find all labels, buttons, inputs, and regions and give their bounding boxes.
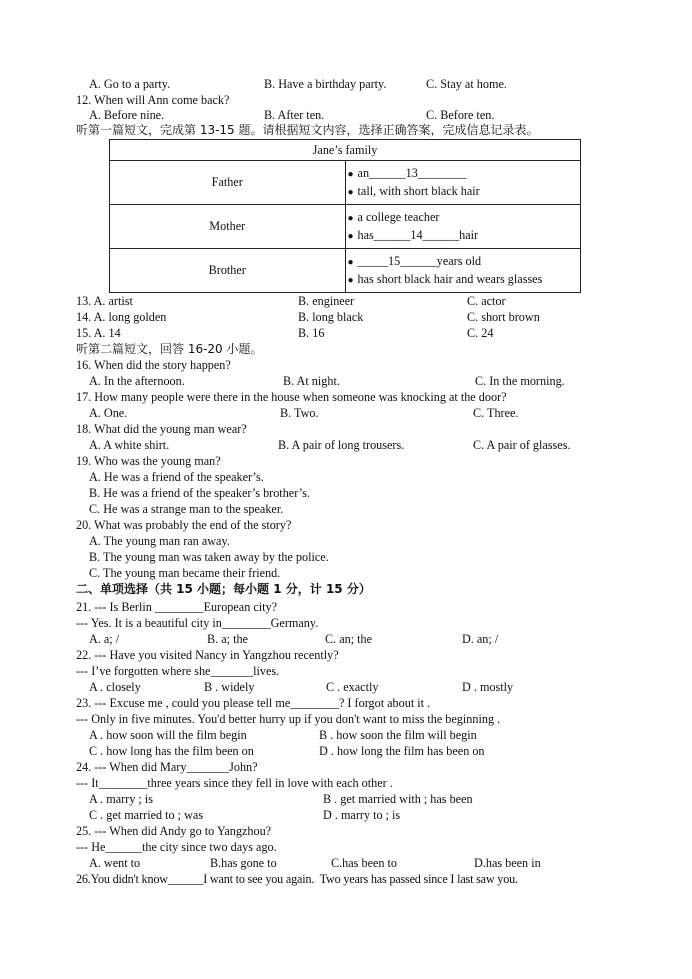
option-b: B. After ten.: [264, 108, 325, 122]
question-19: 19. Who was the young man?: [76, 454, 221, 468]
option-b: B. a; the: [207, 632, 248, 646]
option-b: B . widely: [204, 680, 255, 694]
bullet-icon: ●: [347, 168, 354, 180]
question-23-reply: --- Only in five minutes. You'd better hurry up if you don't want to miss the beginning .: [76, 712, 501, 726]
option-a: 15. A. 14: [76, 326, 121, 340]
option-a: A . how soon will the film begin: [89, 728, 247, 742]
option-a: A. a; /: [89, 632, 120, 646]
row-details: [345, 205, 581, 249]
option-c: C. actor: [467, 294, 506, 308]
question-23: 23. --- Excuse me , could you please tell me________? I forgot about it .: [76, 696, 431, 710]
option-a: A . closely: [89, 680, 141, 694]
row-label: Mother: [110, 205, 346, 249]
option-b: B. engineer: [298, 294, 355, 308]
option-b: B. long black: [298, 310, 364, 324]
option-d: D . mostly: [462, 680, 514, 694]
section-2-title: 二、单项选择（共 15 小题；每小题 1 分，计 15 分）: [76, 582, 371, 596]
question-22: 22. --- Have you visited Nancy in Yangzhou recently?: [76, 648, 339, 662]
question-20: 20. What was probably the end of the story?: [76, 518, 292, 532]
row-label: Father: [110, 161, 346, 205]
option-d: D.has been in: [474, 856, 541, 870]
detail-line: tall, with short black hair: [357, 183, 480, 198]
option-c: C. In the morning.: [475, 374, 565, 388]
option-c: C. The young man became their friend.: [89, 566, 281, 580]
option-c: C. short brown: [467, 310, 540, 324]
table-title: Jane’s family: [110, 140, 581, 161]
option-c: C. He was a strange man to the speaker.: [89, 502, 284, 516]
table-row: [110, 205, 581, 249]
option-c: C.has been to: [331, 856, 398, 870]
row-details: [345, 161, 581, 205]
option-b: B. At night.: [283, 374, 340, 388]
question-24: 24. --- When did Mary_______John?: [76, 760, 258, 774]
detail-line: an______13________: [357, 165, 467, 180]
option-a: A. In the afternoon.: [89, 374, 185, 388]
option-a: A. He was a friend of the speaker’s.: [89, 470, 264, 484]
option-b: B. Two.: [280, 406, 319, 420]
section-note-2: 听第二篇短文，回答 16-20 小题。: [76, 342, 263, 356]
option-b: B. A pair of long trousers.: [278, 438, 405, 452]
table-row: [110, 249, 581, 293]
detail-line: a college teacher: [357, 209, 440, 224]
option-a: A. One.: [89, 406, 128, 420]
table-row: [110, 161, 581, 205]
option-c: C. an; the: [325, 632, 373, 646]
family-info-table: [109, 139, 581, 293]
option-b: B.has gone to: [210, 856, 277, 870]
option-a: 13. A. artist: [76, 294, 133, 308]
option-c: C. Stay at home.: [426, 77, 507, 91]
bullet-icon: ●: [347, 274, 354, 286]
bullet-icon: ●: [347, 230, 354, 242]
option-b: B . how soon the film will begin: [319, 728, 477, 742]
option-a: 14. A. long golden: [76, 310, 167, 324]
section-note-1: 听第一篇短文，完成第 13-15 题。请根据短文内容，选择正确答案，完成信息记录表。: [76, 123, 539, 137]
detail-line: has short black hair and wears glasses: [357, 271, 543, 286]
bullet-icon: ●: [347, 256, 354, 268]
option-a: A. A white shirt.: [89, 438, 170, 452]
detail-line: _____15______years old: [357, 253, 482, 268]
option-b: B. Have a birthday party.: [264, 77, 387, 91]
row-label: Brother: [110, 249, 346, 293]
question-16: 16. When did the story happen?: [76, 358, 231, 372]
option-a: A. went to: [89, 856, 141, 870]
option-c: C. Before ten.: [426, 108, 495, 122]
option-c: C . how long has the film been on: [89, 744, 254, 758]
option-c: C. Three.: [473, 406, 519, 420]
option-a: A. The young man ran away.: [89, 534, 230, 548]
question-17: 17. How many people were there in the house when someone was knocking at the door?: [76, 390, 507, 404]
question-25-reply: --- He______the city since two days ago.: [76, 840, 277, 854]
option-d: D . marry to ; is: [323, 808, 401, 822]
question-26: 26.You didn't know______I want to see you again. Two years has passed since I last saw you.: [76, 872, 518, 886]
bullet-icon: ●: [347, 212, 354, 224]
question-24-reply: --- It________three years since they fell in love with each other .: [76, 776, 393, 790]
detail-line: has______14______hair: [357, 227, 479, 242]
question-25: 25. --- When did Andy go to Yangzhou?: [76, 824, 272, 838]
option-b: B. The young man was taken away by the police.: [89, 550, 329, 564]
option-b: B. 16: [298, 326, 325, 340]
option-c: C. A pair of glasses.: [473, 438, 571, 452]
option-a: A. Go to a party.: [89, 77, 171, 91]
option-c: C . get married to ; was: [89, 808, 204, 822]
option-d: D. an; /: [462, 632, 499, 646]
option-c: C. 24: [467, 326, 494, 340]
question-21-reply: --- Yes. It is a beautiful city in________Germany.: [76, 616, 319, 630]
bullet-icon: ●: [347, 186, 354, 198]
question-12: 12. When will Ann come back?: [76, 93, 230, 107]
option-d: D . how long the film has been on: [319, 744, 485, 758]
option-a: A . marry ; is: [89, 792, 153, 806]
question-21: 21. --- Is Berlin ________European city?: [76, 600, 278, 614]
question-22-reply: --- I’ve forgotten where she_______lives.: [76, 664, 280, 678]
option-a: A. Before nine.: [89, 108, 165, 122]
option-b: B. He was a friend of the speaker’s brother’s.: [89, 486, 310, 500]
option-c: C . exactly: [326, 680, 379, 694]
option-b: B . get married with ; has been: [323, 792, 473, 806]
question-18: 18. What did the young man wear?: [76, 422, 247, 436]
row-details: [345, 249, 581, 293]
